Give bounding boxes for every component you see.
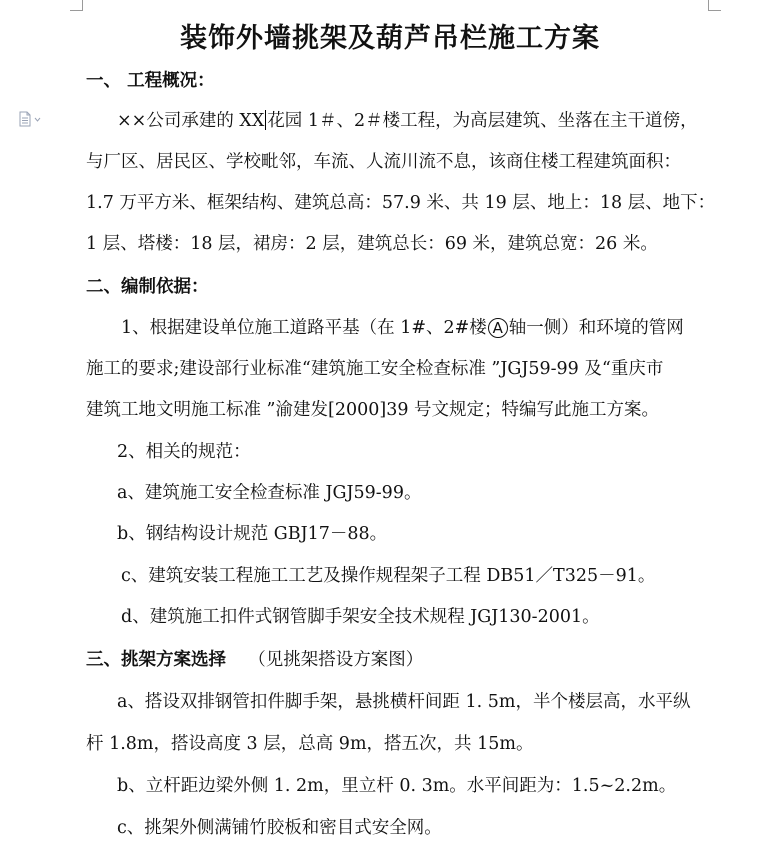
section1-paragraph-line3: 1.7 万平方米、框架结构、建筑总高：57.9 米、共 19 层、地上：18 层、地下： xyxy=(86,193,716,213)
section1-paragraph-line2: 与厂区、居民区、学校毗邻，车流、人流川流不息，该商住楼工程建筑面积： xyxy=(86,152,681,172)
section2-list-item-c: c、建筑安装工程施工工艺及操作规程架子工程 DB51／T325－91。 xyxy=(121,566,656,586)
section2-item1-line3: 建筑工地文明施工标准 ”渝建发[2000]39 号文规定；特编写此施工方案。 xyxy=(86,400,660,420)
section2-item1-line2: 施工的要求;建设部行业标准“建筑施工安全检查标准 ”JGJ59-99 及“重庆市 xyxy=(86,359,664,379)
section1-heading: 一、 工程概况： xyxy=(86,71,215,91)
section3-item-b: b、立杆距边梁外侧 1. 2m，里立杆 0. 3m。水平间距为：1.5~2.2m。 xyxy=(117,776,677,796)
page-corner-mark-left xyxy=(70,0,83,11)
section2-item1-part-a: 1、根据建设单位施工道路平基（在 1#、2#楼 xyxy=(121,318,487,338)
section3-heading-line xyxy=(86,649,423,671)
section3-item-a-line2: 杆 1.8m，搭设高度 3 层，总高 9m，搭五次，共 15m。 xyxy=(86,734,534,754)
section1-line1-part-b: 花园 1＃、2＃楼工程，为高层建筑、坐落在主干道傍， xyxy=(267,111,698,131)
section3-heading-note: （见挑架搭设方案图） xyxy=(248,650,424,670)
paragraph-layout-icon[interactable] xyxy=(18,111,44,127)
page-corner-mark-right xyxy=(708,0,721,11)
section2-list-item-b: b、钢结构设计规范 GBJ17－88。 xyxy=(117,524,388,544)
document-title: 装饰外墙挑架及葫芦吊栏施工方案 xyxy=(180,23,600,54)
section3-item-a-line1: a、搭设双排钢管扣件脚手架，悬挑横杆间距 1. 5m，半个楼层高，水平纵 xyxy=(117,692,691,712)
section2-heading: 二、编制依据： xyxy=(86,277,209,297)
section1-paragraph-line4: 1 层、塔楼：18 层，裙房：2 层，建筑总长：69 米，建筑总宽：26 米。 xyxy=(86,234,658,254)
axis-a-circled-label: A xyxy=(488,318,508,338)
section2-list-item-d: d、建筑施工扣件式钢管脚手架安全技术规程 JGJ130-2001。 xyxy=(121,607,600,627)
section2-item1-line1 xyxy=(121,317,684,339)
section3-heading: 三、挑架方案选择 xyxy=(86,650,226,670)
section2-item1-part-b: 轴一侧）和环境的管网 xyxy=(508,318,684,338)
section1-line1-part-a: ××公司承建的 XX xyxy=(117,111,265,131)
section1-paragraph-line1[interactable] xyxy=(117,110,698,132)
section3-item-c: c、挑架外侧满铺竹胶板和密目式安全网。 xyxy=(117,818,442,838)
section2-item2: 2、相关的规范： xyxy=(117,442,251,462)
section2-list-item-a: a、建筑施工安全检查标准 JGJ59-99。 xyxy=(117,483,422,503)
